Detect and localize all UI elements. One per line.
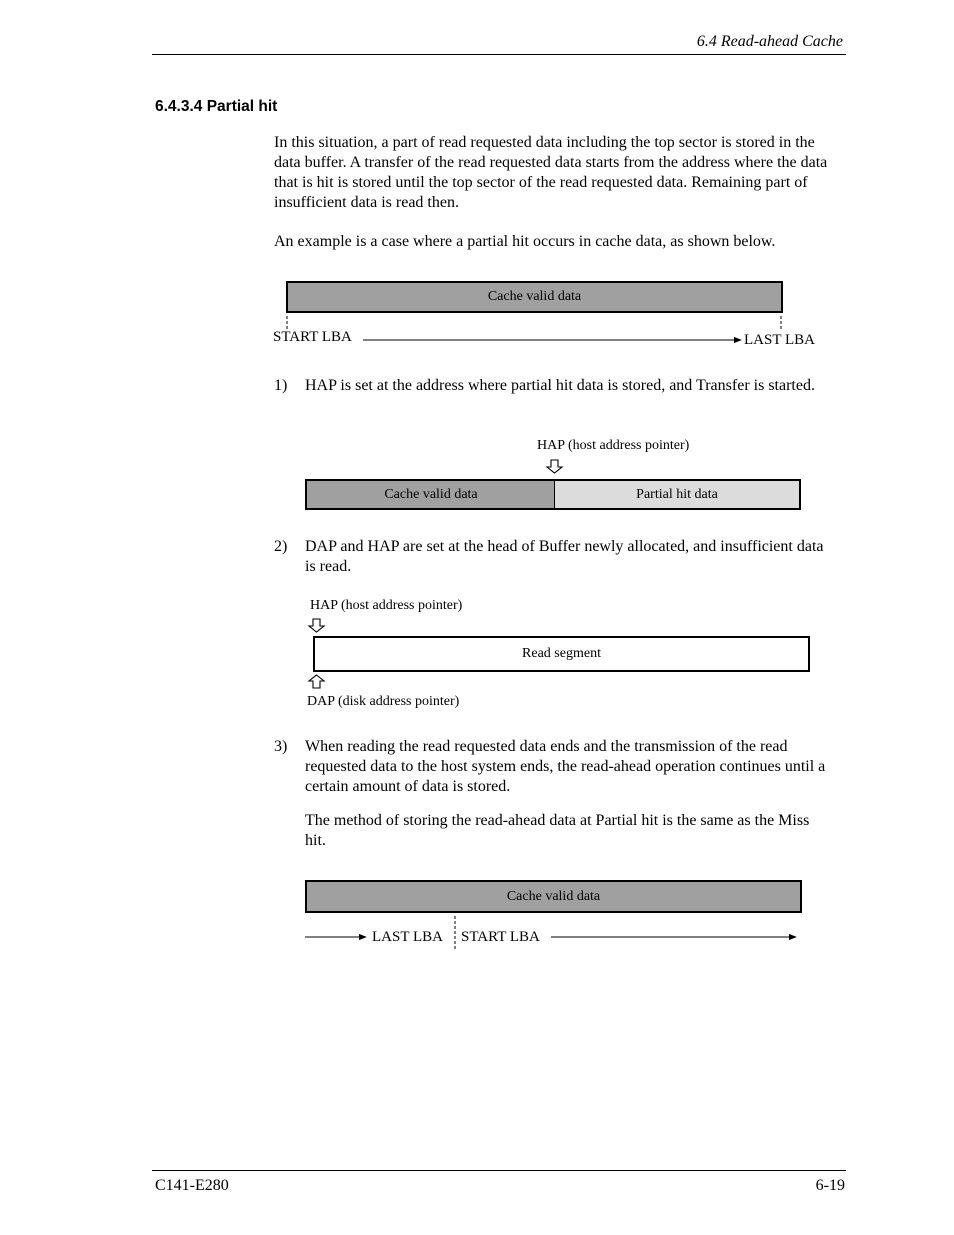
step-1-number: 1) (274, 377, 288, 394)
figure1-last-lba-label: LAST LBA (744, 332, 815, 348)
footer-rule (152, 1170, 846, 1171)
figure2-partial-hit-label: Partial hit data (636, 486, 718, 502)
figure2-hap-label: HAP (host address pointer) (537, 438, 690, 453)
figure3-hap-down-arrow-icon (309, 619, 324, 632)
intro-paragraph-2: An example is a case where a partial hit occurs in cache data, as shown below. (274, 233, 776, 250)
footer-doc-code: C141-E280 (155, 1177, 229, 1194)
figure4-cache-valid-label: Cache valid data (506, 888, 601, 904)
figure2-cache-valid-label: Cache valid data (384, 486, 478, 502)
figure1-start-lba-label: START LBA (273, 329, 352, 345)
step-2-text: DAP and HAP are set at the head of Buffer newly allocated, and insufficient data is read. (305, 538, 824, 575)
step-3-note: The method of storing the read-ahead data at Partial hit is the same as the Miss hit. (305, 812, 810, 849)
figure3-hap-label: HAP (host address pointer) (310, 598, 463, 613)
step-1-text: HAP is set at the address where partial hit data is stored, and Transfer is started. (305, 377, 815, 394)
step-3-number: 3) (274, 738, 288, 755)
figure3-dap-up-arrow-icon (309, 675, 324, 688)
figure1-cache-valid-label: Cache valid data (487, 289, 582, 304)
running-header-title: 6.4 Read-ahead Cache (696, 33, 843, 50)
figure3-read-segment-label: Read segment (522, 646, 601, 661)
section-heading: 6.4.3.4 Partial hit (155, 98, 278, 115)
figure4-last-lba-label: LAST LBA (372, 929, 443, 945)
step-2-number: 2) (274, 538, 288, 555)
intro-paragraph-1: In this situation, a part of read requested data including the top sector is stored in the data buffer. A transfer of the read requested data starts from the address where the data that is hit is stored until the top sector of the read requested data. Remaining part of insufficient data is read then. (274, 134, 828, 211)
figure3-dap-label: DAP (disk address pointer) (307, 694, 460, 709)
step-3-text: When reading the read requested data ends and the transmission of the read requested data to the host system ends, the read-ahead operation continues until a certain amount of data is stored. (305, 738, 826, 795)
figure4-start-lba-label: START LBA (461, 929, 540, 945)
footer-page-number: 6-19 (815, 1177, 845, 1194)
figure2-hap-down-arrow-icon (547, 460, 562, 473)
